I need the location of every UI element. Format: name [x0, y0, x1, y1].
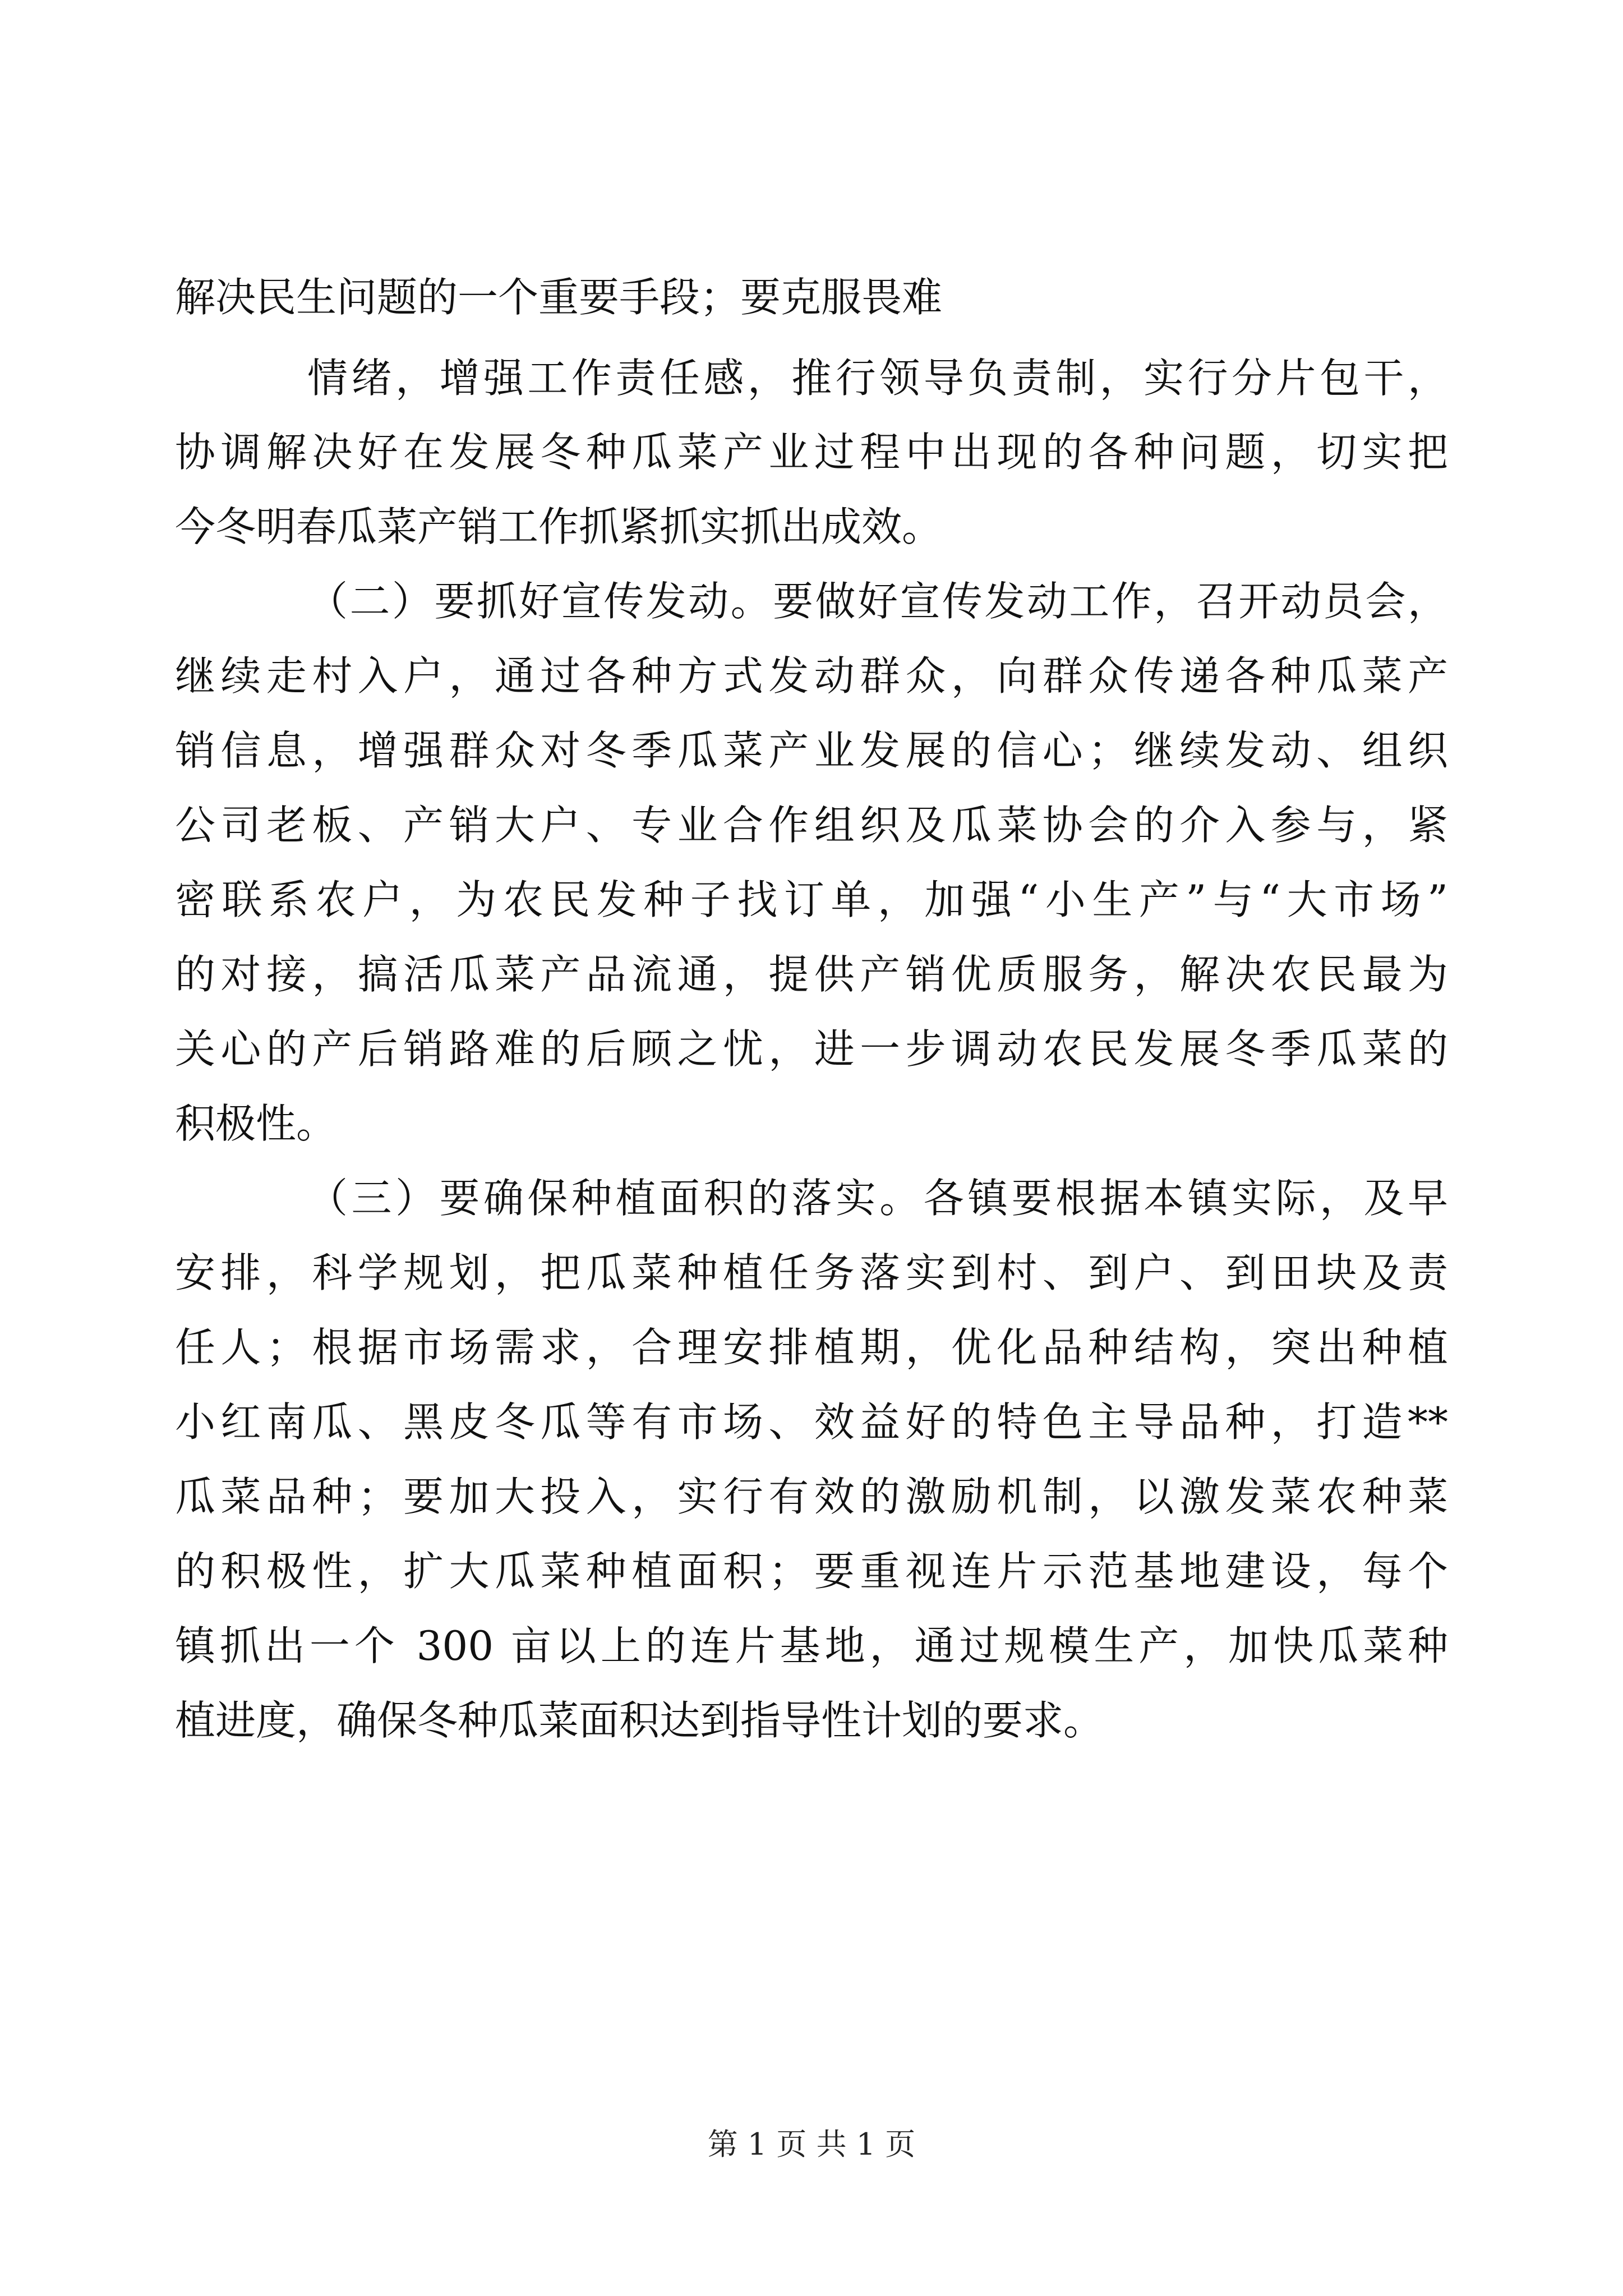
paragraph-line: 销信息，增强群众对冬季瓜菜产业发展的信心；继续发动、组织: [175, 727, 1448, 774]
paragraph-line: 积极性。: [175, 1100, 337, 1147]
paragraph-line: 密联系农户，为农民发种子找订单，加强“小生产”与“大市场”: [175, 876, 1448, 923]
paragraph-line: 任人；根据市场需求，合理安排植期，优化品种结构，突出种植: [175, 1324, 1448, 1371]
page-number-footer: 第 1 页 共 1 页: [707, 2127, 916, 2162]
paragraph-line: 解决民生问题的一个重要手段；要克服畏难: [175, 274, 943, 321]
paragraph-line: 的积极性，扩大瓜菜种植面积；要重视连片示范基地建设，每个: [175, 1548, 1448, 1595]
paragraph-line: 安排，科学规划，把瓜菜种植任务落实到村、到户、到田块及责: [175, 1249, 1448, 1296]
paragraph-line: 协调解决好在发展冬种瓜菜产业过程中出现的各种问题，切实把: [175, 429, 1448, 476]
paragraph-line: 镇抓出一个 300 亩以上的连片基地，通过规模生产，加快瓜菜种: [175, 1622, 1448, 1669]
paragraph-line: 植进度，确保冬种瓜菜面积达到指导性计划的要求。: [175, 1697, 1104, 1744]
paragraph-line: 公司老板、产销大户、专业合作组织及瓜菜协会的介入参与，紧: [175, 802, 1448, 849]
paragraph-line: 小红南瓜、黑皮冬瓜等有市场、效益好的特色主导品种，打造**: [175, 1398, 1448, 1446]
paragraph-line: 情绪，增强工作责任感，推行领导负责制，实行分片包干，: [307, 355, 1448, 402]
paragraph-line: 的对接，搞活瓜菜产品流通，提供产销优质服务，解决农民最为: [175, 951, 1448, 998]
paragraph-line: （二）要抓好宣传发动。要做好宣传发动工作，召开动员会，: [307, 578, 1448, 625]
paragraph-line: 瓜菜品种；要加大投入，实行有效的激励机制，以激发菜农种菜: [175, 1473, 1448, 1520]
paragraph-line: 关心的产后销路难的后顾之忧，进一步调动农民发展冬季瓜菜的: [175, 1025, 1448, 1073]
paragraph-line: 继续走村入户，通过各种方式发动群众，向群众传递各种瓜菜产: [175, 652, 1448, 700]
paragraph-line: 今冬明春瓜菜产销工作抓紧抓实抓出成效。: [175, 503, 943, 550]
paragraph-line: （三）要确保种植面积的落实。各镇要根据本镇实际，及早: [307, 1175, 1448, 1222]
